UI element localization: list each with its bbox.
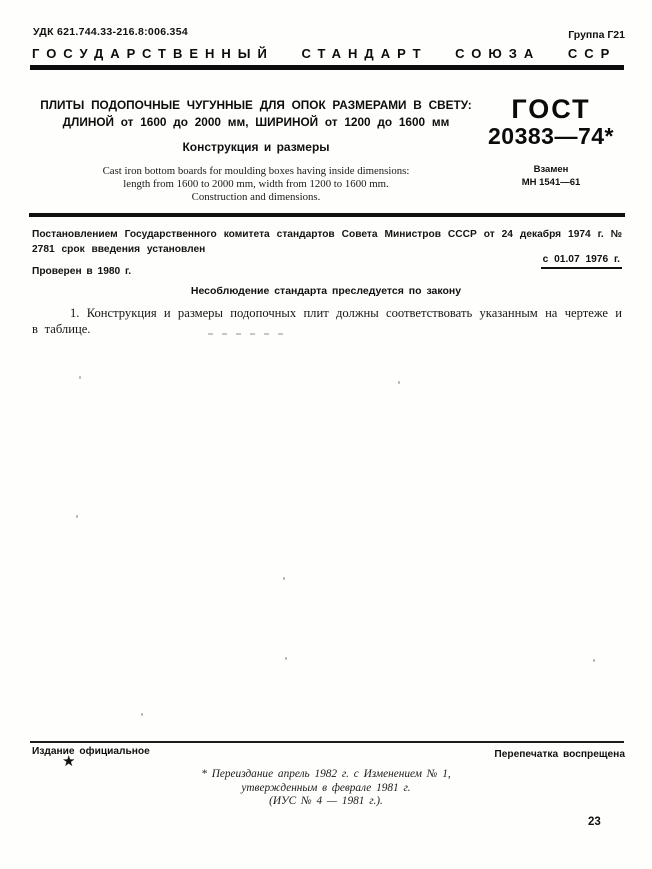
designation-block	[478, 95, 624, 189]
body-paragraph-1: 1. Конструкция и размеры подопочных плит должны соответствовать указанным на чертеже и в таблице.	[32, 306, 622, 336]
official-edition-label: Издание официальное	[32, 746, 150, 757]
group-code: Группа Г21	[568, 29, 625, 41]
scan-speck	[283, 577, 285, 580]
gost-word: ГОСТ	[511, 94, 591, 124]
scan-speck	[76, 515, 78, 518]
scan-artifact-row	[208, 333, 286, 335]
decree-paragraph: Постановлением Государственного комитета стандартов Совета Министров СССР от 24 декабря 1974 г. № 2781 срок введения установлен	[32, 229, 622, 255]
subtitle-ru: Конструкция и размеры	[182, 140, 330, 154]
star-icon: ★	[62, 753, 76, 770]
page-number: 23	[588, 816, 601, 828]
checked-note: Проверен в 1980 г.	[32, 266, 132, 277]
reprint-prohibited-label: Перепечатка воспрещена	[494, 749, 625, 760]
title-en	[40, 165, 472, 204]
udk-classification: УДК 621.744.33-216.8:006.354	[33, 26, 188, 38]
footer-rule	[30, 741, 624, 743]
replaces-label: Взамен	[533, 164, 569, 175]
header-rule	[30, 65, 624, 70]
title-en-line1: Cast iron bottom boards for moulding boxes having inside dimensions:	[102, 165, 410, 177]
replaces-note	[478, 163, 624, 189]
reissue-footnote	[0, 768, 652, 809]
section-rule	[29, 213, 625, 217]
law-notice: Несоблюдение стандарта преследуется по закону	[190, 285, 462, 297]
footnote-line1: * Переиздание апрель 1982 г. с Изменением № 1,	[201, 768, 451, 780]
scan-speck	[593, 659, 595, 662]
title-block	[40, 97, 472, 204]
scan-speck	[285, 657, 287, 660]
scan-speck	[141, 713, 143, 716]
title-en-line3: Construction and dimensions.	[191, 191, 321, 203]
footnote-line3: (ИУС № 4 — 1981 г.).	[269, 795, 383, 807]
title-ru-line2: ДЛИНОЙ от 1600 до 2000 мм, ШИРИНОЙ от 1200 до 1600 мм	[62, 115, 450, 129]
gost-number: 20383—74*	[488, 123, 614, 149]
state-standard-header: ГОСУДАРСТВЕННЫЙ СТАНДАРТ СОЮЗА ССР	[32, 46, 617, 61]
replaces-value: МН 1541—61	[521, 177, 581, 188]
scan-speck	[79, 376, 81, 379]
effective-date: с 01.07 1976 г.	[541, 254, 622, 269]
footnote-line2: утвержденным в феврале 1981 г.	[241, 781, 411, 794]
title-en-line2: length from 1600 to 2000 mm, width from 1200 to 1600 mm.	[123, 178, 389, 190]
title-ru-line1: ПЛИТЫ ПОДОПОЧНЫЕ ЧУГУННЫЕ ДЛЯ ОПОК РАЗМЕРАМИ В СВЕТУ:	[40, 98, 472, 112]
scan-speck	[398, 381, 400, 384]
